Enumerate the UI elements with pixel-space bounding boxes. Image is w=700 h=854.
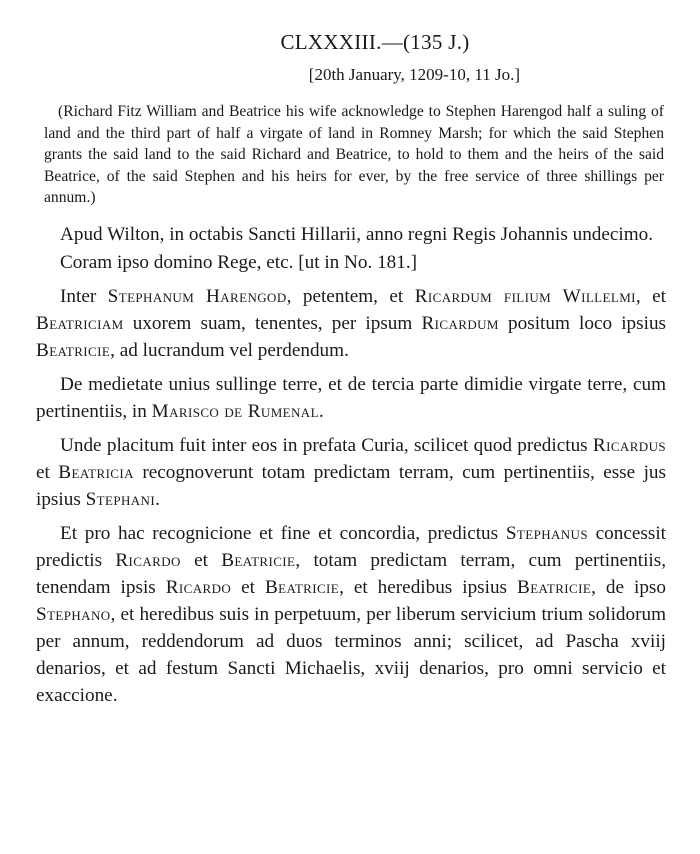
paragraph-place-date: Apud Wilton, in octabis Sancti Hillarii, anno regni Regis Johannis undecimo. [60, 223, 654, 245]
name-ricardum-filium-willelmi: Ricardum filium Willelmi [414, 285, 636, 307]
text-run: et [180, 549, 222, 571]
name-beatricia: Beatricia [58, 461, 134, 483]
name-beatricie: Beatricie [264, 576, 340, 598]
text-run: . [318, 400, 324, 422]
text-run: . [155, 488, 160, 510]
paragraph-plea [36, 432, 668, 513]
text-run: Inter [60, 285, 108, 307]
text-run: , de ipso [591, 576, 666, 598]
text-run: , et [635, 285, 666, 307]
text-run: positum loco ipsius [498, 312, 667, 334]
name-ricardo: Ricardo [115, 549, 181, 571]
name-stephanus: Stephanus [505, 522, 588, 544]
name-stephano: Stephano [36, 603, 111, 625]
text-run: , petentem, et [286, 285, 415, 307]
text-run: et [231, 576, 265, 598]
paragraph-grant [36, 520, 668, 709]
charter-heading: CLXXXIII.—(135 J.) [280, 30, 470, 54]
charter-date: [20th January, 1209-10, 11 Jo.] [308, 65, 520, 84]
text-run: concessit predictis [36, 522, 667, 571]
name-ricardus: Ricardus [592, 434, 666, 456]
text-run: De medietate unius sullinge terre, et de tercia parte dimidie virgate terre, cum pertinentiis, in [36, 373, 666, 422]
english-summary [36, 101, 668, 209]
name-marisco-de-rumenal: Marisco de Rumenal [151, 400, 319, 422]
text-run: recognoverunt totam predictam terram, cum pertinentiis, esse jus ipsius [36, 461, 666, 510]
text-run: Et pro hac recognicione et fine et concordia, predictus [60, 522, 506, 544]
text-run: , totam predictam terram, cum pertinentiis, tenendam ipsis [36, 549, 666, 598]
name-beatricie: Beatricie [221, 549, 296, 571]
text-run: et [36, 461, 59, 483]
text-run: , et heredibus suis in perpetuum, per liberum servicium trium solidorum per annum, reddendorum ad duos terminos anni; scilicet, ad Pascha xviij denarios, et ad festum Sancti Michaelis, xviij denarios, pro omni servicio et exaccione. [36, 603, 666, 706]
name-ricardum: Ricardum [421, 312, 499, 334]
name-beatricie: Beatricie [36, 339, 111, 361]
text-run: , et heredibus ipsius [339, 576, 517, 598]
text-run: , ad lucrandum vel perdendum. [110, 339, 349, 361]
paragraph-parties [36, 283, 668, 364]
summary-text: (Richard Fitz William and Beatrice his wife acknowledge to Stephen Harengod half a suling of land and the third part of half a virgate of land in Romney Marsh; for which the said Stephen grants the said land to the said Richard and Beatrice, to hold to them and the heirs of the said Beatrice, of the said Stephen and his heirs for ever, by the free service of three shillings per annum.) [44, 103, 664, 207]
paragraph-land [36, 371, 668, 425]
text-run: uxorem suam, tenentes, per ipsum [123, 312, 422, 334]
name-beatriciam: Beatriciam [36, 312, 124, 334]
text-run: Unde placitum fuit inter eos in prefata Curia, scilicet quod predictus [60, 434, 593, 456]
name-stephani: Stephani [85, 488, 156, 510]
name-beatricie: Beatricie [517, 576, 592, 598]
name-stephanum-harengod: Stephanum Harengod [107, 285, 287, 307]
paragraph-coram: Coram ipso domino Rege, etc. [ut in No. 181.] [60, 251, 418, 273]
name-ricardo: Ricardo [165, 576, 232, 598]
